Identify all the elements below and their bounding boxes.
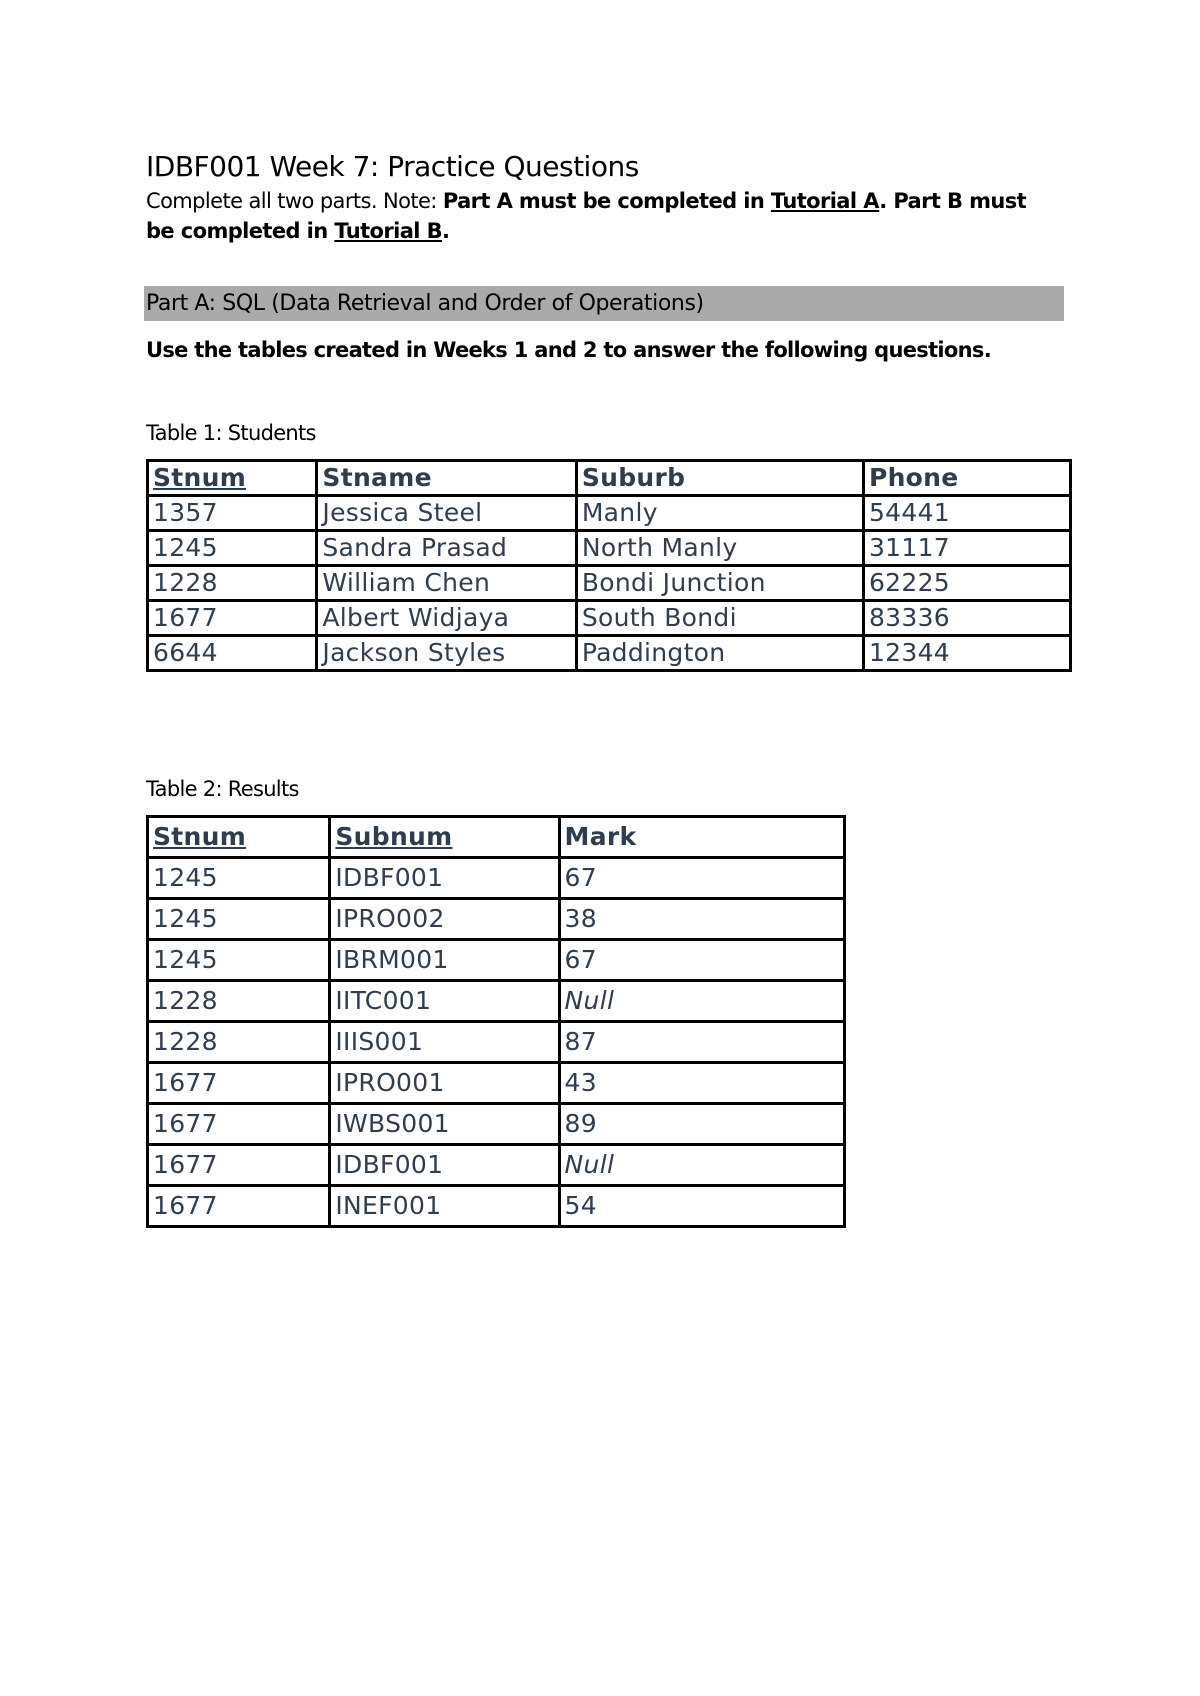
table-cell: INEF001	[330, 1186, 559, 1227]
intro-bold-2: . Part B must be completed in	[146, 189, 1027, 243]
table-cell: 87	[559, 1022, 844, 1063]
table-cell: 1245	[148, 858, 330, 899]
table-row	[148, 1063, 845, 1104]
table-row	[148, 636, 1071, 671]
section-title: Part A: SQL (Data Retrieval and Order of Operations)	[146, 291, 704, 316]
table-cell: Jackson Styles	[317, 636, 576, 671]
table-row	[148, 496, 1071, 531]
table-cell: Jessica Steel	[317, 496, 576, 531]
table-cell: 1245	[148, 531, 317, 566]
table-cell: 1228	[148, 566, 317, 601]
table-cell-null: Null	[559, 981, 844, 1022]
table-cell: William Chen	[317, 566, 576, 601]
table-row	[148, 1186, 845, 1227]
table-cell: 54441	[863, 496, 1070, 531]
table-cell: IPRO001	[330, 1063, 559, 1104]
column-header-subnum: Subnum	[330, 817, 559, 858]
table-cell: Sandra Prasad	[317, 531, 576, 566]
table-cell: 67	[559, 858, 844, 899]
table-cell: 1357	[148, 496, 317, 531]
table-row	[148, 981, 845, 1022]
column-header-phone: Phone	[863, 461, 1070, 496]
table-row	[148, 1022, 845, 1063]
table-row	[148, 1104, 845, 1145]
table-cell: 1677	[148, 1104, 330, 1145]
table-cell-null: Null	[559, 1145, 844, 1186]
table-cell: IBRM001	[330, 940, 559, 981]
table-cell: Manly	[576, 496, 863, 531]
table-row	[148, 940, 845, 981]
table-row	[148, 858, 845, 899]
students-table	[146, 459, 1072, 672]
table-cell: 6644	[148, 636, 317, 671]
table-header-row	[148, 817, 845, 858]
table-cell: 1228	[148, 1022, 330, 1063]
table-cell: North Manly	[576, 531, 863, 566]
intro-bold-1: Part A must be completed in	[442, 189, 771, 213]
table-cell: IPRO002	[330, 899, 559, 940]
table-cell: 1228	[148, 981, 330, 1022]
instruction-text: Use the tables created in Weeks 1 and 2 to answer the following questions.	[146, 338, 991, 362]
table-cell: Bondi Junction	[576, 566, 863, 601]
intro-prefix: Complete all two parts. Note:	[146, 189, 443, 213]
tutorial-a-link: Tutorial A	[770, 189, 880, 213]
table-cell: 43	[559, 1063, 844, 1104]
table-cell: 1677	[148, 1186, 330, 1227]
table-cell: 38	[559, 899, 844, 940]
table-cell: IDBF001	[330, 858, 559, 899]
table2-caption: Table 2: Results	[146, 777, 299, 801]
intro-paragraph	[146, 186, 1046, 246]
table-cell: South Bondi	[576, 601, 863, 636]
table-cell: IITC001	[330, 981, 559, 1022]
table-row	[148, 566, 1071, 601]
column-header-stnum: Stnum	[148, 817, 330, 858]
column-header-suburb: Suburb	[576, 461, 863, 496]
table-cell: 67	[559, 940, 844, 981]
table-cell: 54	[559, 1186, 844, 1227]
column-header-stname: Stname	[317, 461, 576, 496]
table-cell: IIIS001	[330, 1022, 559, 1063]
table-cell: Albert Widjaya	[317, 601, 576, 636]
table-row	[148, 899, 845, 940]
intro-bold-3: .	[442, 219, 450, 243]
table-cell: 31117	[863, 531, 1070, 566]
table-row	[148, 1145, 845, 1186]
page-title: IDBF001 Week 7: Practice Questions	[146, 150, 639, 183]
table1-caption: Table 1: Students	[146, 421, 316, 445]
table-cell: 83336	[863, 601, 1070, 636]
table-cell: IWBS001	[330, 1104, 559, 1145]
table-row	[148, 531, 1071, 566]
table-cell: 1677	[148, 1063, 330, 1104]
table-cell: Paddington	[576, 636, 863, 671]
table-cell: 62225	[863, 566, 1070, 601]
table-cell: 1677	[148, 601, 317, 636]
table-cell: 1245	[148, 899, 330, 940]
table-cell: 1245	[148, 940, 330, 981]
column-header-stnum: Stnum	[148, 461, 317, 496]
table-cell: 1677	[148, 1145, 330, 1186]
table-header-row	[148, 461, 1071, 496]
table-cell: IDBF001	[330, 1145, 559, 1186]
table-row	[148, 601, 1071, 636]
results-table	[146, 815, 846, 1228]
table-cell: 12344	[863, 636, 1070, 671]
table-cell: 89	[559, 1104, 844, 1145]
column-header-mark: Mark	[559, 817, 844, 858]
tutorial-b-link: Tutorial B	[334, 219, 442, 243]
